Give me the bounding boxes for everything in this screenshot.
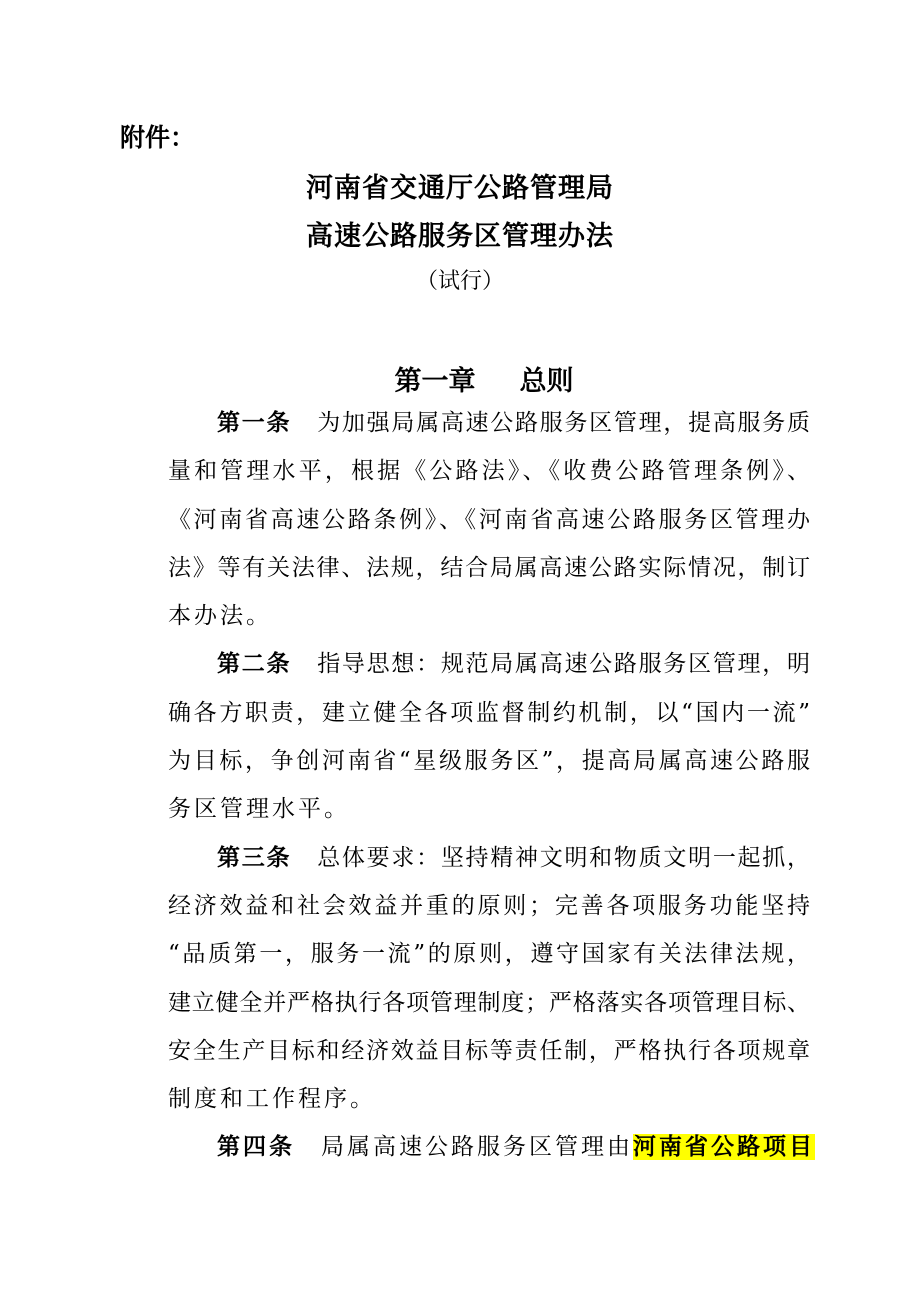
article-line: [168, 988, 810, 1018]
article-line: [168, 553, 810, 583]
article-text: 本办法。: [168, 603, 272, 629]
article-label: 第一条: [217, 410, 292, 436]
article-text: 确各方职责，建立健全各项监督制约机制，以“国内一流”: [168, 700, 810, 726]
document-title-line1: 河南省交通厅公路管理局: [306, 173, 614, 204]
attachment-label: 附件：: [120, 123, 196, 152]
article-label: 第四条: [217, 1134, 295, 1160]
article-line: [168, 891, 810, 921]
article-first-line: [217, 843, 810, 873]
article-line: [168, 601, 810, 631]
article-label: 第二条: [217, 651, 292, 677]
article-line: [168, 505, 810, 535]
chapter-heading: [0, 359, 920, 398]
article-first-line: [217, 408, 810, 438]
article-text: 为加强局属高速公路服务区管理，提高服务质: [317, 410, 811, 436]
article-text: 经济效益和社会效益并重的原则；完善各项服务功能坚持: [168, 893, 810, 919]
article-text: “品质第一，服务一流”的原则，遵守国家有关法律法规，: [168, 941, 810, 967]
document-subtitle: （试行）: [415, 269, 504, 294]
article-text: 总体要求：坚持精神文明和物质文明一起抓，: [317, 845, 811, 871]
article-text: 《河南省高速公路条例》、《河南省高速公路服务区管理办: [168, 507, 810, 533]
highlighted-text: 河南省公路项目: [633, 1134, 815, 1160]
article-line: [168, 794, 810, 824]
article-text: 为目标，争创河南省“星级服务区”，提高局属高速公路服: [168, 748, 810, 774]
article-text: 制度和工作程序。: [168, 1086, 376, 1112]
article-label: 第三条: [217, 845, 292, 871]
document-title-line2: 高速公路服务区管理办法: [306, 221, 614, 252]
article-first-line: [217, 1132, 815, 1162]
article-text: 局属高速公路服务区管理由: [321, 1134, 633, 1160]
article-line: [168, 698, 810, 728]
article-line: [168, 456, 810, 486]
chapter-name: 总则: [519, 366, 574, 397]
article-text: 法》等有关法律、法规，结合局属高速公路实际情况，制订: [168, 555, 810, 581]
article-text: 建立健全并严格执行各项管理制度；严格落实各项管理目标、: [168, 990, 810, 1016]
article-text: 量和管理水平，根据《公路法》、《收费公路管理条例》、: [168, 458, 810, 484]
article-line: [168, 1036, 810, 1066]
article-text: 务区管理水平。: [168, 796, 350, 822]
article-line: [168, 939, 810, 969]
article-line: [168, 1084, 810, 1114]
article-first-line: [217, 649, 810, 679]
article-text: 安全生产目标和经济效益目标等责任制，严格执行各项规章: [168, 1038, 810, 1064]
article-line: [168, 746, 810, 776]
chapter-number: 第一章: [394, 366, 476, 397]
article-text: 指导思想：规范局属高速公路服务区管理，明: [317, 651, 811, 677]
